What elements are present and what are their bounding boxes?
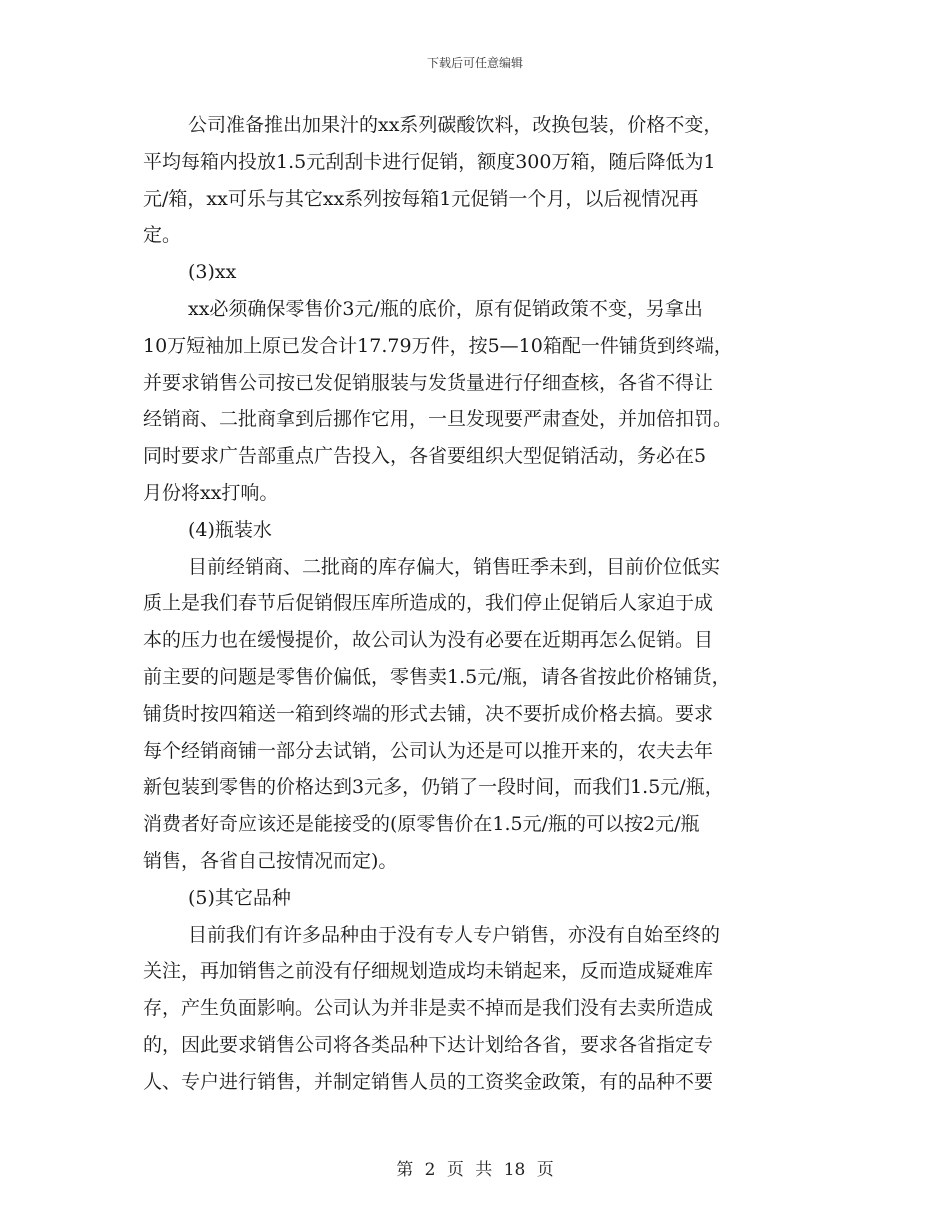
text-line: 公司准备推出加果汁的xx系列碳酸饮料，改换包装，价格不变， [188, 114, 723, 136]
page-number-footer: 第 2 页 共 18 页 [396, 1160, 554, 1180]
text-line: 新包装到零售的价格达到3元多，仍销了一段时间，而我们1.5元/瓶， [143, 776, 724, 799]
text-line: 的，因此要求销售公司将各类品种下达计划给各省，要求各省指定专 [143, 1033, 714, 1056]
text-line: 经销商、二批商拿到后挪作它用，一旦发现要严肃查处，并加倍扣罚。 [143, 408, 733, 431]
text-line: 元/箱，xx可乐与其它xx系列按每箱1元促销一个月，以后视情况再 [143, 187, 699, 210]
text-line: 目前经销商、二批商的库存偏大，销售旺季未到，目前价位低实 [188, 555, 721, 578]
text-line: 10万短袖加上原已发合计17.79万件，按5—10箱配一件铺货到终端， [143, 334, 733, 357]
text-line: 平均每箱内投放1.5元刮刮卡进行促销，额度300万箱，随后降低为1 [143, 150, 716, 173]
document-body [143, 107, 813, 1101]
text-line: (4)瓶装水 [188, 518, 272, 541]
text-line: 消费者好奇应该还是能接受的(原零售价在1.5元/瓶的可以按2元/瓶 [143, 813, 700, 836]
text-line: 存，产生负面影响。公司认为并非是卖不掉而是我们没有去卖所造成 [143, 997, 714, 1020]
text-line: 质上是我们春节后促销假压库所造成的，我们停止促销后人家迫于成 [143, 592, 714, 615]
text-line: (5)其它品种 [188, 886, 291, 909]
text-line: 并要求销售公司按已发促销服装与发货量进行仔细查核，各省不得让 [143, 371, 714, 394]
text-line: 铺货时按四箱送一箱到终端的形式去铺，决不要折成价格去搞。要求 [143, 702, 714, 725]
text-line: 前主要的问题是零售价偏低，零售卖1.5元/瓶，请各省按此价格铺货， [143, 665, 731, 688]
text-line: 人、专户进行销售，并制定销售人员的工资奖金政策，有的品种不要 [143, 1070, 714, 1093]
text-line: 关注，再加销售之前没有仔细规划造成均未销起来，反而造成疑难库 [143, 960, 714, 983]
text-line: 同时要求广告部重点广告投入，各省要组织大型促销活动，务必在5 [143, 445, 707, 468]
text-line: 目前我们有许多品种由于没有专人专户销售，亦没有自始至终的 [188, 923, 721, 946]
text-line: 本的压力也在缓慢提价，故公司认为没有必要在近期再怎么促销。目 [143, 629, 714, 652]
text-line: xx必须确保零售价3元/瓶的底价，原有促销政策不变，另拿出 [188, 297, 703, 320]
text-line: 月份将xx打响。 [143, 481, 279, 504]
text-line: 定。 [143, 224, 182, 247]
page-header-note: 下载后可任意编辑 [426, 56, 523, 70]
text-line: 销售，各省自己按情况而定)。 [143, 849, 398, 872]
text-line: (3)xx [188, 261, 237, 284]
text-line: 每个经销商铺一部分去试销，公司认为还是可以推开来的，农夫去年 [143, 739, 714, 762]
